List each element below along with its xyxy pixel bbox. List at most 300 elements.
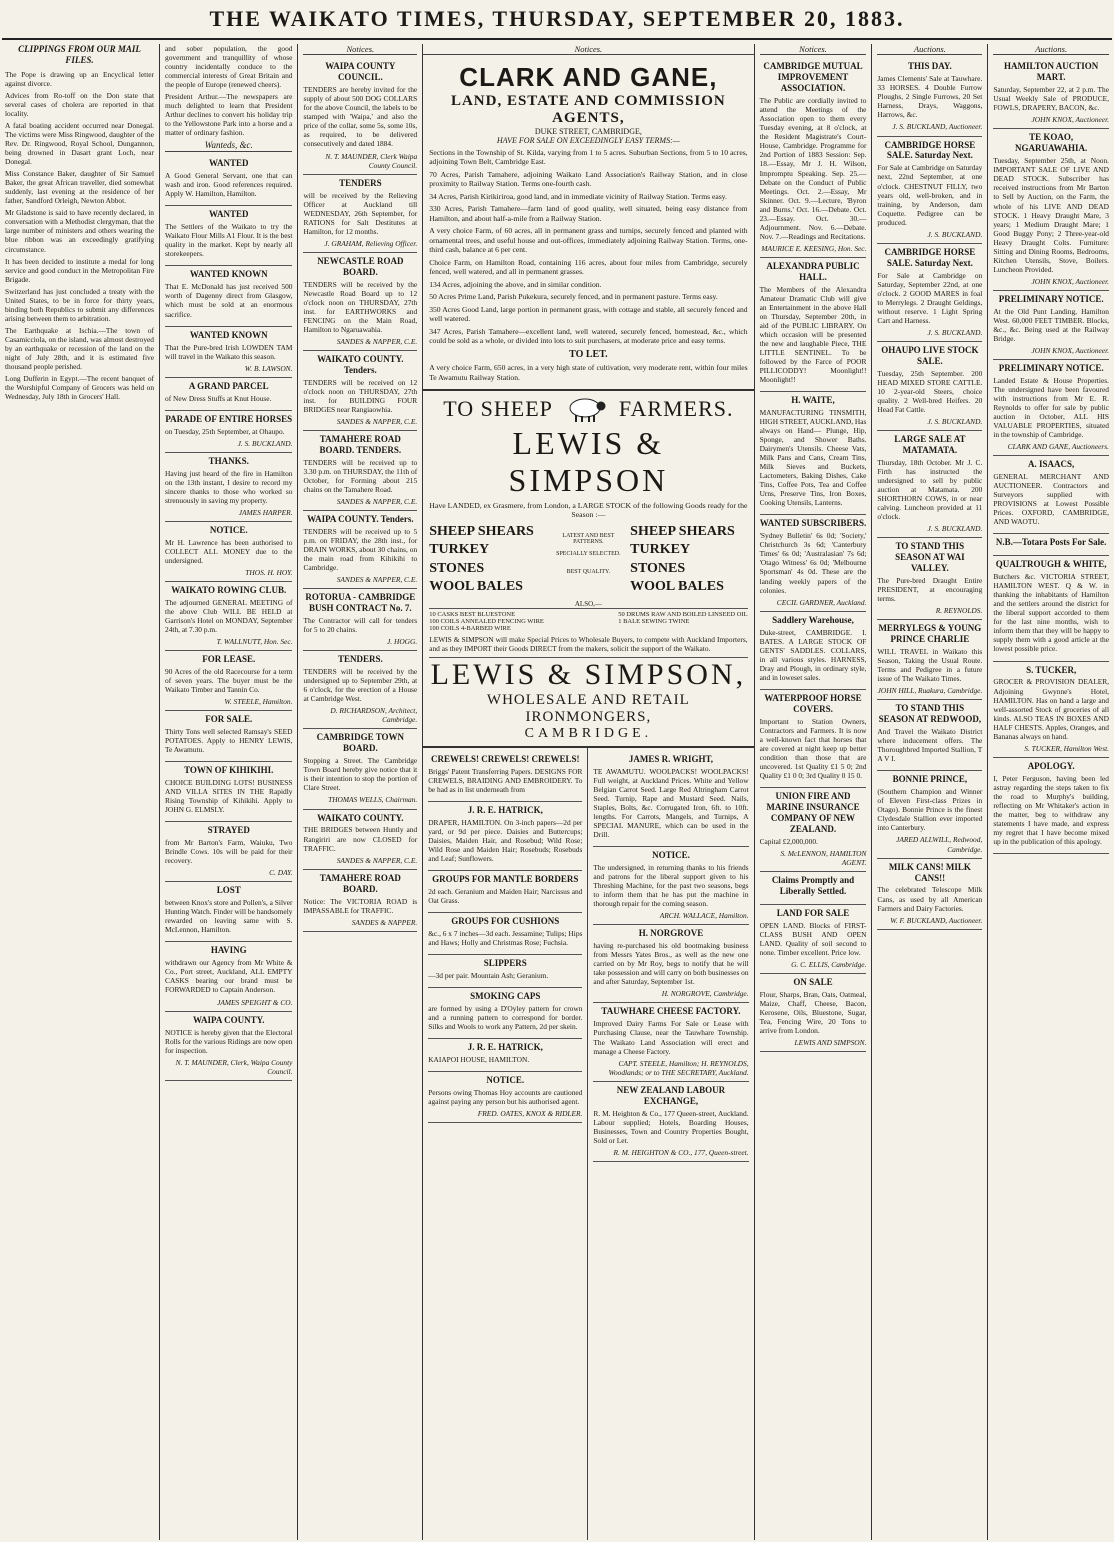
ad-text: &c., 6 x 7 inches—3d each. Jessamine; Tulips; Hips and Haws; Holly and Christmas Rose; Fuchsia.	[428, 929, 583, 948]
ad-title: TENDERS.	[337, 654, 383, 665]
ad-signature: S. McLENNON, HAMILTON AGENT.	[780, 848, 867, 867]
advertisement	[993, 360, 1109, 456]
notices-right-ads	[760, 58, 867, 1052]
ad-text: TE AWAMUTU. WOOLPACKS! WOOLPACKS! Full weight, at Auckland Prices. White and Yellow Belgian Carrot Seed. Large Red Altringham Carrot Seed. Turnip, Rape and Mustard Seed. Nails, Staples, Bolts, &c. Corrugated Iron, 6ft. to 10ft. lengths. For Carrots, Mangels, and Turnips, A SPECIAL MANURE, which can be used in the Drill.	[593, 766, 749, 840]
farmers-label: FARMERS.	[618, 396, 734, 422]
advertisement	[760, 690, 867, 788]
ad-title: WAIPA COUNTY COUNCIL.	[325, 61, 396, 83]
wide-subcolumns	[423, 748, 753, 1540]
ad-title: OHAUPO LIVE STOCK SALE.	[881, 344, 979, 366]
advertisement	[165, 651, 292, 711]
ad-text: TENDERS will be received by the Newcastle Road Board up to 12 o'clock noon on THURSDAY, 27th inst. for EARTHWORKS and FENCING on the Main Road, Hamilton to Ngaruawahia.	[303, 279, 418, 334]
ad-text: TENDERS will be received by the undersigned up to September 29th, at 6 o'clock, for the erection of a House at Cambridge West.	[303, 667, 418, 704]
advertisement	[303, 729, 417, 809]
ad-text: Thursday, 18th October. Mr J. C. Firth has instructed the undersigned to sell by public auction at Matamata. 200 SHORTHORN COWS, in or near calving. Luncheon provided at 11 o'clock.	[877, 457, 983, 522]
ad-title: WAIKATO COUNTY.	[317, 812, 404, 823]
ad-title: WANTED KNOWN	[189, 269, 268, 280]
goods-item: WOOL BALES	[429, 578, 523, 594]
ad-text: Thirty Tons well selected Ramsay's SEED POTATOES. Apply to HENRY LEWIS, Te Awamutu.	[165, 727, 293, 755]
ad-text: THE BRIDGES between Huntly and Rangiriri are now CLOSED for TRAFFIC.	[303, 825, 418, 853]
goods-note: BEST QUALITY.	[566, 568, 611, 575]
ad-title: CREWELS! CREWELS! CREWELS!	[431, 753, 580, 764]
cambridge-label: CAMBRIDGE.	[524, 725, 653, 741]
to-let-text: A very choice Farm, 650 acres, in a very high state of cultivation, very moderate rent, within four miles Te Awamutu Railway Station.	[429, 363, 748, 382]
advertisement	[428, 1072, 582, 1123]
wholesale-note: LEWIS & SIMPSON will make Special Prices to Wholesale Buyers, to compete with Auckland Importers, and as they IMPORT their Goods DIRECT from the makers, solicit the support of the Waikato.	[429, 634, 748, 653]
clark-item: A very choice Farm, of 60 acres, all in permanent grass and turnips, securely fenced and planted with ornamental trees, and useful house and out-offices, immediately adjoining Railway Station. Terms, one-third cash, balance at 6 per cent.	[429, 226, 748, 255]
column-auctions-2	[988, 44, 1114, 1540]
ad-title: LAND FOR SALE	[776, 907, 850, 918]
ad-signature: THOMAS WELLS, Chairman.	[328, 795, 418, 805]
masthead	[0, 0, 1114, 40]
column-notices-left	[298, 44, 423, 1540]
ad-title: WAIPA COUNTY. Tenders.	[307, 514, 414, 525]
clark-item: 70 Acres, Parish Tamahere, adjoining Waikato Land Association's Railway Station, and in close proximity to Railway Station. Terms one-fourth cash.	[429, 169, 748, 189]
ad-title: NOTICE.	[652, 850, 690, 861]
ad-title: TO STAND THIS SEASON AT WAI VALLEY.	[895, 541, 965, 574]
advertisement	[303, 651, 417, 729]
advertisement	[760, 58, 867, 257]
goods-item: SHEEP SHEARS	[630, 524, 735, 540]
ad-signature: JAMES SPEIGHT & CO.	[217, 997, 293, 1007]
notices-ads	[303, 58, 417, 931]
extra-goods	[429, 608, 747, 632]
clark-address: DUKE STREET, CAMBRIDGE,	[534, 127, 642, 136]
advertisement	[760, 612, 867, 690]
clark-item: Choice Farm, on Hamilton Road, containing 116 acres, about four miles from Cambridge, securely fenced, well watered, and all in permanent grasses.	[429, 257, 748, 277]
clipping-paragraph: It has been decided to institute a medal for long service and good conduct in the Metropolitan Fire Brigade.	[5, 256, 155, 284]
ad-title: APOLOGY.	[1027, 760, 1075, 771]
advertisement	[877, 620, 982, 700]
column-wanteds	[160, 44, 298, 1540]
ad-signature: LEWIS AND SIMPSON.	[794, 1038, 867, 1048]
ad-text: DRAPER, HAMILTON. On 3-inch papers—2d per yard, or 9d per piece. Daisies and Buttercups; Daisies, Maiden Hair, and Rosebud; Wild Rose; Wild Rose and Maiden Hair; Rosebuds; Rosebuds and Leaf; Sunflowers.	[428, 817, 583, 864]
advertisement	[760, 788, 867, 872]
ad-title: WAIPA COUNTY.	[192, 1014, 265, 1025]
advertisement	[428, 802, 582, 871]
ad-text: And Travel the Waikato District where inducement offers. The Thoroughbred Imported Stallion, T A V I.	[877, 727, 983, 764]
ad-title: NOTICE.	[486, 1075, 525, 1086]
ad-signature: SANDES & NAPPER, C.E.	[336, 416, 418, 426]
ad-title: NOTICE.	[209, 524, 248, 535]
ad-signature: C. DAY.	[269, 868, 293, 878]
ad-text: James Clements' Sale at Tauwhare. 33 HORSES. 4 Double Furrow Ploughs, 2 Single Furrows, 20 Set Harness, Drays, Waggons, Harrows, &c.	[877, 74, 983, 120]
ad-text: TENDERS will be received up to 5 p.m. on FRIDAY, the 28th inst., for DRAIN WORKS, about 30 chains, on the main road from Kihikihi to Cambridge.	[303, 527, 418, 573]
goods-note: SPECIALLY SELECTED.	[556, 550, 621, 557]
advertisement	[165, 1012, 292, 1081]
advertisement	[303, 351, 417, 431]
ad-title: STRAYED	[207, 825, 250, 836]
ad-text: Landed Estate & House Properties. The undersigned have been favoured with instructions from Mr E. R. Reynolds to offer for sale by public auction in October, ALL HIS VALUABLE PROPERTIES, situated in the township of Cambridge.	[993, 375, 1109, 440]
ad-title: TE KOAO, NGARUAWAHIA.	[1015, 132, 1088, 154]
ad-signature: S. TUCKER, Hamilton West.	[1024, 743, 1109, 753]
advertisement	[993, 534, 1109, 556]
ad-text: on Tuesday, 25th September, at Ohaupo.	[165, 426, 285, 436]
ad-signature: G. C. ELLIS, Cambridge.	[791, 959, 867, 969]
ad-text: WILL TRAVEL in Waikato this Season, Taking the Usual Route. Terms and Pedigree in a future issue of The Waikato Times.	[877, 647, 983, 684]
ad-signature: J. S. BUCKLAND.	[927, 524, 983, 534]
advertisement	[165, 822, 292, 882]
ad-text: 2d each. Geranium and Maiden Hair; Narcissus and Oat Grass.	[428, 887, 583, 906]
ad-title: WANTED KNOWN	[189, 329, 268, 340]
ad-signature: R. REYNOLDS.	[935, 606, 983, 616]
ad-title: TAMAHERE ROAD BOARD.	[319, 872, 401, 894]
advertisement	[877, 342, 982, 431]
extra-right	[618, 611, 747, 632]
ad-signature: R. M. HEIGHTON & CO., 177, Queen-street.	[613, 1147, 749, 1157]
ad-text: Butchers &c. VICTORIA STREET, HAMILTON WEST. Q & W. in thanking the inhabitants of Hamilton and the settlers around the district for the liberal support accorded to them for the last nine months, wish to inform them that they will be happy to supply them with a good article at the lowest possible price.	[993, 572, 1109, 654]
ad-signature: N. T. MAUNDER, Clerk, Waipa County Council.	[175, 1057, 293, 1076]
ad-title: CAMBRIDGE HORSE SALE. Saturday Next.	[884, 246, 976, 268]
ad-text: GENERAL MERCHANT AND AUCTIONEER. Contractors and Surveyors supplied with PROVISIONS at Lowest Possible Prices. OXFORD, CAMBRIDGE, AND WAOTU.	[993, 472, 1109, 527]
ad-signature: W. F. BUCKLAND, Auctioneer.	[890, 915, 983, 925]
advertisement	[877, 859, 982, 930]
ad-title: CAMBRIDGE HORSE SALE. Saturday Next.	[884, 139, 976, 161]
ad-signature: J. S. BUCKLAND.	[237, 438, 293, 448]
ad-text: The Pure-bred Draught Entire PRESIDENT, at encouraging terms.	[877, 576, 983, 604]
ad-text: The Settlers of the Waikato to try the Waikato Flour Mills A1 Flour. It is the best quality in the market. Kept by nearly all storekeepers.	[165, 222, 293, 259]
ad-text: Capital £2,000,000.	[759, 836, 818, 846]
ad-title: NEWCASTLE ROAD BOARD.	[317, 255, 404, 277]
goods-right	[630, 523, 747, 596]
column-wide-ads	[423, 44, 754, 1540]
ad-text: Flour, Sharps, Bran, Oats, Oatmeal, Maize, Chaff, Cheese, Bacon, Kerosene, Oils, Bluestone, Sugar, Tea, Fencing Wire, 20 Tons to arrive from London.	[759, 989, 867, 1036]
ad-title: TENDERS	[339, 177, 382, 188]
goods-note: LATEST AND BEST PATTERNS.	[562, 532, 615, 546]
ad-text: having re-purchased his old bootmaking business from Messrs Yates Bros., as well as the new one carried on by Mr Roy, begs to notify that he will take possession and will carry on both businesses on and after Saturday, September 1st.	[593, 941, 749, 987]
advertisement	[165, 378, 292, 411]
wanteds-ads	[165, 155, 292, 1080]
ad-signature: J. HOGG.	[387, 637, 418, 647]
ad-text: —3d per pair. Mountain Ash; Geranium.	[428, 971, 549, 981]
clark-item: 134 Acres, adjoining the above, and in similar condition.	[429, 279, 602, 289]
ad-text: Briggs' Patent Transferring Papers. DESIGNS FOR CREWELS, BRAIDING AND EMBROIDERY. To be had as in list underneath from	[428, 766, 583, 794]
ad-title: A. ISAACS,	[1028, 459, 1075, 470]
advertisement	[165, 411, 292, 453]
ad-text: will be received by the Relieving Officer at Auckland till WEDNESDAY, 26th September, for RATIONS for Salt Destitutes at Hamilton, for 12 months.	[303, 190, 418, 236]
advertisement	[165, 942, 292, 1011]
ad-title: N.B.—Totara Posts For Sale.	[995, 537, 1107, 548]
ad-title: Claims Promptly and Liberally Settled.	[771, 874, 855, 896]
clipping-paragraph: The Earthquake at Ischia.—The town of Casamicciola, on the island, was almost destroyed by an earthquake or recession of the land on the night of July 28th, and it is estimated five thousand people perished.	[5, 325, 155, 371]
clippings-heading: CLIPPINGS FROM OUR MAIL FILES.	[18, 44, 141, 65]
ad-title: H. WAITE,	[791, 395, 835, 406]
ad-title: PRELIMINARY NOTICE.	[998, 362, 1104, 373]
ad-text: The undersigned, in returning thanks to his friends and patrons for the liberal support given to his Threshing Machine, for the past two seasons, begs to inform them that he has put the machine in thorough repair for the coming season.	[593, 863, 749, 909]
advertisement	[593, 847, 748, 925]
advertisement	[593, 751, 748, 847]
advertisement	[760, 515, 867, 611]
ad-text: Stopping a Street. The Cambridge Town Board hereby give notice that it is their intention to stop the portion of Clare Street.	[303, 756, 418, 793]
clark-title: CLARK AND GANE,	[459, 62, 718, 92]
ad-signature: J. S. BUCKLAND.	[927, 229, 983, 239]
ad-signature: N. T. MAUNDER, Clerk Waipa County Council.	[325, 151, 418, 170]
clippings-body	[5, 70, 154, 401]
wanteds-heading: Wanteds, &c.	[165, 140, 292, 152]
advertisement	[303, 511, 417, 589]
goods-item: SHEEP SHEARS	[429, 524, 534, 540]
advertisement	[428, 988, 582, 1039]
ad-signature: J. S. BUCKLAND, Auctioneer.	[892, 122, 983, 132]
advertisement	[303, 253, 417, 351]
also-label: ALSO,—	[574, 599, 602, 608]
ad-title: HAMILTON AUCTION MART.	[1004, 61, 1099, 83]
ad-text: A Good General Servant, one that can wash and iron. Good references required. Apply W. Hamilton, Hamilton.	[165, 171, 293, 199]
advertisement	[760, 974, 867, 1052]
ad-signature: JARED ALLWILL, Redwood, Cambridge.	[896, 835, 983, 854]
advertisement	[165, 582, 292, 651]
clark-item: 330 Acres, Parish Tamahere—farm land of good quality, well situated, being easy distance from Hamilton, and about half-a-mile from a Railway Station.	[429, 204, 748, 223]
ad-text: R. M. Heighton & Co., 177 Queen-street, Auckland. Labour supplied; Hotels, Boarding Houses, Businesses, Town and Country Properties Bought, Sold or Let.	[593, 1108, 749, 1145]
ad-text: That the Pure-bred Irish LOWDEN TAM will travel in the Waikato this season.	[165, 342, 293, 361]
ad-text: The Contractor will call for tenders for 5 to 20 chains.	[303, 616, 418, 635]
advertisement	[760, 905, 867, 974]
ad-text: from Mr Barton's Farm, Waiuku, Two Brindle Cows. 10s will be paid for their recovery.	[165, 838, 293, 866]
ad-text: Tuesday, September 25th, at Noon. IMPORTANT SALE OF LIVE AND DEAD STOCK. Subscriber has received instructions from Mr Barton to Sell by Auction, on the Farm, the whole of his LIVE AND DEAD STOCK. 1 Heavy Draught Mare, 3 years; 1 Medium Draught Mare; 1 Good Buggy Pony; 2 Three-year-old Heavy Draught Colts. Furniture: Sitting and Dining Rooms, Bedrooms, Kitchen Utensils, Stove, Boilers. Luncheon Provided.	[993, 156, 1109, 274]
ad-title: ROTORUA - CAMBRIDGE BUSH CONTRACT No. 7.	[305, 592, 416, 614]
advertisement	[993, 556, 1109, 661]
lewis-simpson-ad	[423, 391, 753, 748]
column-clippings	[0, 44, 160, 1540]
notices-heading-right: Notices.	[760, 44, 867, 55]
advertisement	[165, 453, 292, 522]
advertisement	[877, 137, 982, 244]
ad-signature: SANDES & NAPPER, C.E.	[336, 336, 418, 346]
lewis-simpson-title: LEWIS & SIMPSON	[508, 425, 669, 499]
clipping-paragraph: Long Dufferin in Egypt.—The recent banquet of the Worshipful Company of Grocers was held on Wednesday, July 18th in Grocers' Hall.	[5, 373, 155, 401]
ad-title: SLIPPERS	[483, 958, 527, 969]
ad-text: At the Old Punt Landing, Hamilton West. 60,000 FEET TIMBER. Blocks, &c., &c. Being used at the Railway Bridge.	[993, 306, 1109, 343]
ad-signature: JAMES HARPER.	[238, 507, 293, 517]
ad-title: WANTED SUBSCRIBERS.	[759, 518, 867, 529]
advertisement	[303, 870, 417, 932]
advertisement	[760, 258, 867, 392]
ad-text: CHOICE BUILDING LOTS! BUSINESS AND VILLA SITES IN THE Rapidly Rising Township of Kihikihi. Apply to JOHN G. ELMSLY.	[165, 778, 293, 815]
ad-signature: W. STEELE, Hamilton.	[224, 697, 293, 707]
ad-signature: THOS. H. HOY.	[245, 567, 293, 577]
advertisement	[877, 431, 982, 538]
to-sheep-label: TO SHEEP	[443, 396, 553, 422]
advertisement	[428, 871, 582, 913]
auctions-heading-2: Auctions.	[993, 44, 1109, 55]
ad-text: I, Peter Ferguson, having been led astray regarding the steps taken to fix the road to Murphy's building, reflecting on Mr Whitaker's action in the matter, beg to withdraw any statements I have made, and express my regret that I have become mixed up in the publication of this apology.	[993, 773, 1109, 846]
advertisement	[993, 456, 1109, 534]
ad-title: GROUPS FOR CUSHIONS	[451, 916, 560, 927]
ad-signature: JOHN KNOX, Auctioneer.	[1031, 276, 1109, 286]
ad-text: For Sale at Cambridge on Saturday, September 22nd, at one o'clock. 2 GOOD MARES in foal to Merrylegs. 2 Draught Geldings, without reserve. 1 Light Spring Cart and Harness.	[877, 270, 983, 325]
ad-title: WATERPROOF HORSE COVERS.	[764, 692, 862, 714]
ad-signature: SANDES & NAPPER.	[351, 917, 418, 927]
ad-signature: MAURICE E. KEESING, Hon. Sec.	[761, 243, 867, 253]
ad-text: The Public are cordially invited to attend the Meetings of the Association open to them every Tuesday evening, at 8 o'clock, at the Resident Magistrate's Court-House, Cambridge. Programme for 2nd Portion of 1883 Session: Sep. 18.—Essay, Mr J. H. Wilson, Impromptu Speaking. Sep. 25.—Debate on the Conduct of Public Meetings. Oct. 2.—Essay, Mr Skinner. Oct. 9.—Lecture, 'Byron and Burns.' Oct. 16.—Debate. Oct. 23.—Essay. Oct. 30.—Adjournment. Nov. 6.—Debate. Nov. 7.—Readings and Recitations.	[759, 96, 867, 241]
ad-title: FOR SALE.	[205, 714, 253, 725]
clipping-paragraph: Advices from Ro-toff on the Don state that several cases of cholera are reported in that locality.	[5, 91, 155, 119]
advertisement	[165, 206, 292, 266]
advertisement	[877, 244, 982, 342]
ad-signature: SANDES & NAPPER, C.E.	[336, 855, 418, 865]
ad-text: of New Dress Stuffs at Knut House.	[165, 393, 272, 403]
ad-text: are formed by using a D'Oyley pattern for crown and a running pattern to correspond for border. Silks and Wools to work any Pattern, 2d per skein.	[428, 1004, 583, 1032]
goods-item: TURKEY STONES	[429, 542, 489, 576]
to-let-label: TO LET.	[569, 348, 608, 360]
advertisement	[593, 925, 748, 1003]
ad-title: TOWN OF KIHIKIHI.	[184, 765, 274, 776]
ad-signature: CECIL GARDNER, Auckland.	[776, 597, 867, 607]
ad-text: KAIAPOI HOUSE, HAMILTON.	[428, 1055, 530, 1065]
advertisement	[428, 913, 582, 955]
ad-signature: SANDES & NAPPER, C.E.	[336, 497, 418, 507]
clipping-paragraph: Switzerland has just concluded a treaty with the United States, to be in force for thirty years, binding both Republics to submit any differences arising between them to arbitration.	[5, 286, 155, 323]
column-auctions-1	[872, 44, 988, 1540]
lewis-simpson-title-2: LEWIS & SIMPSON,	[430, 657, 747, 691]
advertisement	[303, 58, 417, 174]
ad-title: LARGE SALE AT MATAMATA.	[894, 433, 966, 455]
advertisement	[303, 175, 417, 253]
advertisement	[993, 129, 1109, 290]
advertisement	[165, 522, 292, 582]
advertisement	[303, 810, 417, 870]
clark-item: 34 Acres, Parish Kirikiriroa, good land, and in immediate vicinity of Railway Station. Terms easy.	[429, 191, 727, 201]
auctions-ads-2	[993, 58, 1109, 854]
ad-title: MILK CANS! MILK CANS!!	[888, 861, 971, 883]
ad-text: 'Sydney Bulletin' 6s 0d; 'Society,' Christchurch 3s 6d; 'Canterbury Times' 6s 0d; 'Australasian' 7s 6d; 'Otago Witness' 6s 0d; 'Melbourne Sportsman' 4s 0d. These are the landing weekly papers of the colonies.	[759, 531, 867, 595]
extra-item: 1 BALE SEWING TWINE	[618, 617, 690, 625]
goods-item: WOOL BALES	[630, 578, 724, 594]
ad-signature: SANDES & NAPPER, C.E.	[336, 575, 418, 585]
extra-left	[429, 611, 544, 632]
ad-text: TENDERS are hereby invited for the supply of about 500 DOG COLLARS for the above Council, the labels to be stamped with 'Waipa,' and also the price of the collar, some 5s, some 10s, as required, to be delivered consecutively and dated 1884.	[303, 85, 418, 149]
ironmongers-label: WHOLESALE AND RETAIL IRONMONGERS,	[486, 691, 690, 725]
ad-title: ALEXANDRA PUBLIC HALL.	[766, 260, 860, 282]
clipping-paragraph: Mr Gladstone is said to have recently declared, in conversation with a Methodist clergyman, that the large number of ministers and others wearing the blue ribbon was an exceedingly gratifying circumstance.	[5, 208, 155, 254]
ad-title: CAMBRIDGE TOWN BOARD.	[316, 732, 405, 754]
ad-title: QUALTROUGH & WHITE,	[995, 559, 1107, 570]
ad-signature: ARCH. WALLACE, Hamilton.	[659, 911, 749, 921]
ad-title: TAMAHERE ROAD BOARD. TENDERS.	[319, 433, 402, 455]
ad-title: THIS DAY.	[907, 61, 952, 72]
ad-signature: CLARK AND GANE, Auctioneers.	[1007, 442, 1109, 452]
ad-title: J. R. E. HATRICK,	[467, 805, 543, 815]
goods-left	[429, 523, 546, 596]
ad-signature: JOHN KNOX, Auctioneer.	[1031, 345, 1109, 355]
ad-title: CAMBRIDGE MUTUAL IMPROVEMENT ASSOCIATION.	[763, 61, 863, 94]
ad-signature: H. NORGROVE, Cambridge.	[661, 989, 749, 999]
advertisement	[165, 882, 292, 942]
ad-title: BONNIE PRINCE,	[892, 774, 968, 785]
ad-title: Saddlery Warehouse,	[772, 614, 854, 625]
ad-text: TENDERS will be received up to 3.30 p.m. on THURSDAY, the 11th of October, for Forming about 215 chains on the Tamahere Road.	[303, 457, 418, 495]
clipping-paragraph: A fatal boating accident occurred near Donegal. The victims were Miss Ringwood, daughter of the Rev. Dr. Ringwood, Royal School, Dungannon, being drowned in Dasart grant Loch, near Donegal.	[5, 121, 155, 167]
subcolumn-left	[423, 748, 588, 1540]
sheep-farmers-header	[429, 395, 747, 423]
ad-title: PARADE OF ENTIRE HORSES	[165, 413, 293, 424]
ad-text: OPEN LAND. Blocks of FIRST-CLASS BUSH AND OPEN LAND. Quality of soil second to none. Timber excellent. Price low.	[759, 920, 867, 957]
clark-subtitle: LAND, ESTATE AND COMMISSION AGENTS,	[450, 93, 726, 126]
ad-title: TO STAND THIS SEASON AT REDWOOD,	[878, 703, 982, 725]
ad-title: NEW ZEALAND LABOUR EXCHANGE,	[616, 1084, 726, 1106]
advertisement	[760, 872, 867, 905]
advertisement	[165, 155, 292, 206]
ad-signature: J. S. BUCKLAND.	[927, 416, 983, 426]
landed-notice: Have LANDED, ex Grasmere, from London, a LARGE STOCK of the following Goods ready for the Season :—	[429, 501, 748, 520]
ad-title: JAMES R. WRIGHT,	[628, 753, 714, 764]
wide-heading: Notices.	[423, 44, 753, 55]
advertisement	[303, 589, 417, 651]
ad-text: GROCER & PROVISION DEALER, Adjoining Gwynne's Hotel, HAMILTON. Has on hand a large and well-assorted Stock of groceries of all kinds. ALSO TEAS IN BOXES AND HALF CHESTS. Apples, Oranges, and Bananas always on hand.	[993, 677, 1109, 741]
ad-text: between Knox's store and Pollen's, a Silver Hunting Watch. Finder will be handsomely rewarded on leaving same with S. McLennon, Hamilton.	[165, 898, 293, 935]
ad-signature: JOHN HILL, Ruakura, Cambridge.	[877, 686, 983, 696]
advertisement	[165, 266, 292, 326]
ad-title: WANTED	[208, 209, 249, 220]
ad-title: A GRAND PARCEL	[188, 380, 269, 391]
masthead-rule	[2, 38, 1112, 40]
ad-text: Saturday, September 22, at 2 p.m. The Usual Weekly Sale of PRODUCE, FOWLS, DRAPERY, BACON, &c.	[993, 85, 1109, 113]
advertisement	[165, 711, 292, 762]
advertisement	[993, 758, 1109, 854]
auctions-ads	[877, 58, 982, 929]
goods-mid	[547, 533, 631, 587]
ad-text: Important to Station Owners, Contractors and Farmers. It is now a well-known fact that horses that are covered at night keep up better condition than those that are uncovered. 1st Quality £1 5 0; 2nd Quality £1 0 0; 3rd Quality 0 15 0.	[759, 716, 867, 780]
advertisement	[993, 291, 1109, 360]
column-notices-right	[755, 44, 873, 1540]
clark-item: 347 Acres, Parish Tamahere—excellent land, well watered, securely fenced, homestead, &c., which could be sold as a whole, or divided into lots to suit purchasers, at moderate price and easy terms.	[429, 326, 748, 346]
ad-text: Improved Dairy Farms For Sale or Lease with Purchasing Clause, near the Tauwhare Township. The Waikato Land Association will erect and manage a Cheese Factory.	[593, 1019, 749, 1056]
ad-title: ON SALE	[793, 976, 833, 987]
ad-signature: CAPT. STEELE, Hamilton; H. REYNOLDS, Woodlands; or to THE SECRETARY, Auckland.	[608, 1058, 749, 1077]
clark-item: Sections in the Township of St. Kilda, varying from 1 to 5 acres. Suburban Sections, from 5 to 10 acres, adjoining Town Belt, Cambridge East.	[429, 148, 748, 167]
advertisement	[877, 771, 982, 858]
ad-title: S. TUCKER,	[1026, 664, 1077, 675]
clark-item: 350 Acres Good Land, large portion in permanent grass, with cottage and stable, all securely fenced and well watered.	[429, 304, 748, 324]
advertisement	[593, 1082, 748, 1162]
advertisement	[877, 538, 982, 620]
ad-text: (Southern Champion and Winner of Eleven First-class Prizes in Otago). Bonnie Prince is the finest Clydesdale Stallion ever imported into Canterbury.	[877, 787, 983, 833]
advertisement	[165, 762, 292, 822]
ad-text: MANUFACTURING TINSMITH, HIGH STREET, AUCKLAND, Has always on Hand— Plunge, Hip, Sponge, and Shower Baths. Dairymen's Utensils. Cheese Vats, Milk Pans and Cans, Cream Tins, Milk Sieves and Buckets, Lactometers, Baking Dishes, Cake Tins, Coffee Pots, Tea and Coffee Urns, Preserve Tins, Iron Boxes, Cooking Utensils, Lanterns.	[759, 408, 867, 508]
ad-title: MERRYLEGS & YOUNG PRINCE CHARLIE	[878, 623, 982, 645]
ad-signature: J. GRAHAM, Relieving Officer.	[324, 238, 418, 248]
ad-title: J. R. E. HATRICK,	[467, 1042, 543, 1053]
clipping-paragraph: The Pope is drawing up an Encyclical letter against divorce.	[5, 69, 155, 88]
advertisement	[428, 751, 582, 802]
ad-title: PRELIMINARY NOTICE.	[998, 293, 1104, 304]
extra-item: 10 CASKS BEST BLUESTONE	[429, 610, 516, 618]
advertisement	[428, 955, 582, 988]
masthead-title: THE WAIKATO TIMES, THURSDAY, SEPTEMBER 20, 1883.	[209, 6, 905, 31]
ad-text: 90 Acres of the old Racecourse for a term of seven years. The buyer must be the Waikato Timber and Tannin Co.	[165, 666, 293, 694]
ad-text: The Members of the Alexandra Amateur Dramatic Club will give an Entertainment in the above Hall on Thursday, September 20th, in aid of the PUBLIC LIBRARY. On which occasion will be presented the new and laughable Piece, THE LITTLE SENTINEL. To be followed by the Farce of POOR PILLICODDY! Moonlight!! Moonlight!!	[759, 284, 867, 385]
ad-text: withdrawn our Agency from Mr White & Co., Port street, Auckland, ALL EMPTY CASKS bearing our brand must be FORWARDED to Captain Anderson.	[165, 958, 293, 995]
ad-title: THANKS.	[208, 455, 249, 466]
extra-item: 100 COILS ANNEALED FENCING WIRE	[429, 617, 544, 625]
goods-item: TURKEY STONES	[630, 542, 690, 576]
ad-text: Having just heard of the fire in Hamilton on the 13th instant, I desire to record my sincere thanks to those who worked so strenuously in saving my property.	[165, 468, 293, 505]
ad-title: LOST	[216, 885, 241, 896]
auctions-heading: Auctions.	[877, 44, 982, 55]
ad-title: TAUWHARE CHEESE FACTORY.	[601, 1006, 741, 1017]
ad-title: HAVING	[210, 945, 247, 956]
ad-title: WAIKATO COUNTY. Tenders.	[317, 353, 404, 375]
subcolumn-right	[588, 748, 753, 1540]
extra-item: 100 COILS 4-BARBED WIRE	[429, 624, 511, 632]
ad-text: Notice: The VICTORIA ROAD is IMPASSABLE for TRAFFIC.	[303, 896, 418, 915]
clipping-paragraph: Miss Constance Baker, daughter of Sir Samuel Baker, the great African traveller, died somewhat suddenly, last evening at the residence of her father, Sandford Orleigh, Newton Abbot.	[5, 169, 155, 206]
ad-text: Persons owing Thomas Hoy accounts are cautioned against paying any person but his authorised agent.	[428, 1088, 583, 1107]
article-paragraph: and sober population, the good government and tranquillity of whose country incidentally conduce to the commercial interests of Great Britain and the people of Europe (renewed cheers).	[165, 44, 293, 90]
ad-title: GROUPS FOR MANTLE BORDERS	[432, 874, 579, 885]
extra-item: 50 DRUMS RAW AND BOILED LINSEED OIL	[618, 610, 748, 618]
ad-title: FOR LEASE.	[202, 653, 256, 664]
